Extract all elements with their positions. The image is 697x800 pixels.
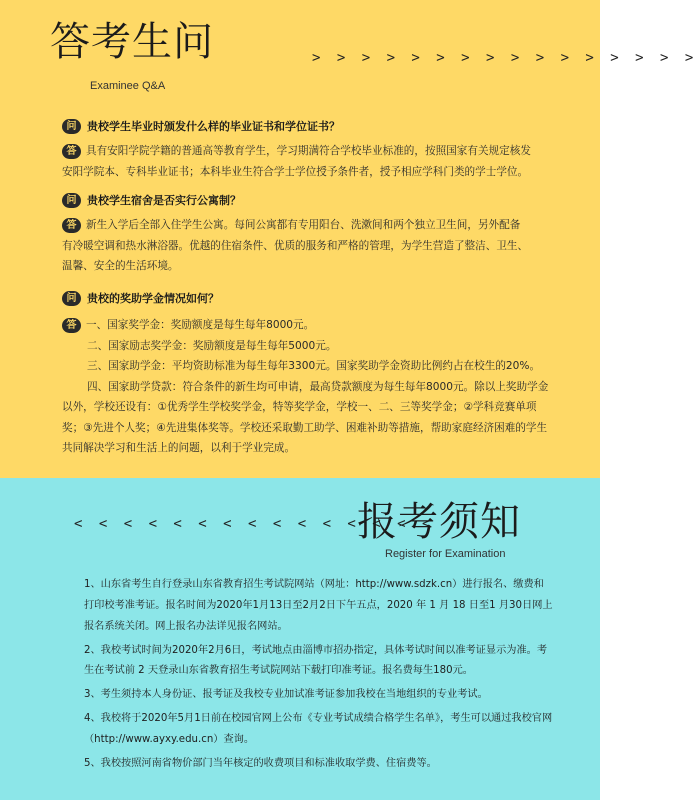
qa-subtitle: Examinee Q&A: [90, 80, 166, 92]
question-2: [62, 192, 241, 208]
register-note: 5、我校按照河南省物价部门当年核定的收费项目和标准收取学费、住宿费等。: [84, 758, 437, 770]
answer-badge: 答: [62, 218, 81, 233]
register-note: 3、考生须持本人身份证、报考证及我校专业加试准考证参加我校在当地组织的专业考试。: [84, 689, 488, 701]
qa-arrows-decoration: > > > > > > > > > > > > > > > >: [312, 50, 697, 66]
register-note: 4、我校将于2020年5月1日前在校园官网上公布《专业考试成绩合格学生名单》，考生可以通过我校官网（http://www.ayxy.edu.cn）查询。: [84, 713, 553, 746]
register-arrows-decoration: < < < < < < < < < < < < < < <: [74, 516, 435, 532]
question-badge: 问: [62, 193, 81, 208]
answer-line: 共同解决学习和生活上的问题，以利于学业完成。: [62, 442, 296, 454]
question-text: 贵校学生毕业时颁发什么样的毕业证书和学位证书？: [87, 120, 340, 133]
register-notes: [62, 575, 554, 778]
register-title: 报考须知: [357, 499, 521, 545]
question-1: [62, 118, 340, 134]
register-section: [0, 478, 600, 800]
answer-line: 三、国家助学金：平均资助标准为每生每年3300元。国家奖助学金资助比例约占在校生的20%。: [87, 360, 541, 372]
answer-1: [62, 141, 562, 182]
answer-line: 安阳学院本、专科毕业证书；本科毕业生符合学士学位授予条件者，授予相应学科门类的学士学位。: [62, 165, 529, 178]
answer-2: [62, 215, 562, 277]
question-text: 贵校的奖助学金情况如何？: [87, 292, 219, 305]
answer-line: 一、国家奖学金：奖励额度是每生每年8000元。: [86, 319, 315, 331]
answer-line: 有冷暖空调和热水淋浴器。优越的住宿条件、优质的服务和严格的管理，为学生营造了整洁、卫生、: [62, 239, 529, 252]
register-subtitle: Register for Examination: [385, 548, 506, 560]
question-badge: 问: [62, 119, 81, 134]
answer-line: 奖；③先进个人奖；④先进集体奖等。学校还采取勤工助学、困难补助等措施，帮助家庭经济困难的学生: [62, 421, 548, 434]
qa-title: 答考生问: [50, 19, 214, 65]
question-badge: 问: [62, 291, 81, 306]
question-3: [62, 290, 219, 306]
answer-line: 以外，学校还设有：①优秀学生学校奖学金，特等奖学金，学校一、二、三等奖学金；②学科竞赛单项: [62, 401, 537, 413]
register-note: 2、我校考试时间为2020年2月6日，考试地点由淄博市招办指定，具体考试时间以准考证显示为准。考生在考试前 2 天登录山东省教育招生考试院网站下载打印准考证。报名费每生180元。: [84, 644, 548, 677]
answer-line: 新生入学后全部入住学生公寓。每间公寓都有专用阳台、洗漱间和两个独立卫生间，另外配备: [86, 219, 521, 231]
answer-3: [62, 315, 562, 459]
question-text: 贵校学生宿舍是否实行公寓制？: [87, 194, 241, 207]
answer-badge: 答: [62, 318, 81, 333]
register-note: 1、山东省考生自行登录山东省教育招生考试院网站（网址：http://www.sdzk.cn）进行报名、缴费和打印校考准考证。报名时间为2020年1月13日至2月2日下午五点，2020 年 1 月 18 日至1 月30日网上报名系统关闭。网上报名办法详见报名网站。: [84, 579, 553, 632]
answer-line: 具有安阳学院学籍的普通高等教育学生，学习期满符合学校毕业标准的，按照国家有关规定核发: [86, 145, 531, 157]
answer-badge: 答: [62, 144, 81, 159]
answer-line: 二、国家励志奖学金：奖励额度是每生每年5000元。: [87, 339, 337, 352]
answer-line: 四、国家助学贷款：符合条件的新生均可申请，最高贷款额度为每生每年8000元。除以上奖助学金: [87, 380, 549, 393]
answer-line: 温馨、安全的生活环境。: [62, 260, 179, 272]
